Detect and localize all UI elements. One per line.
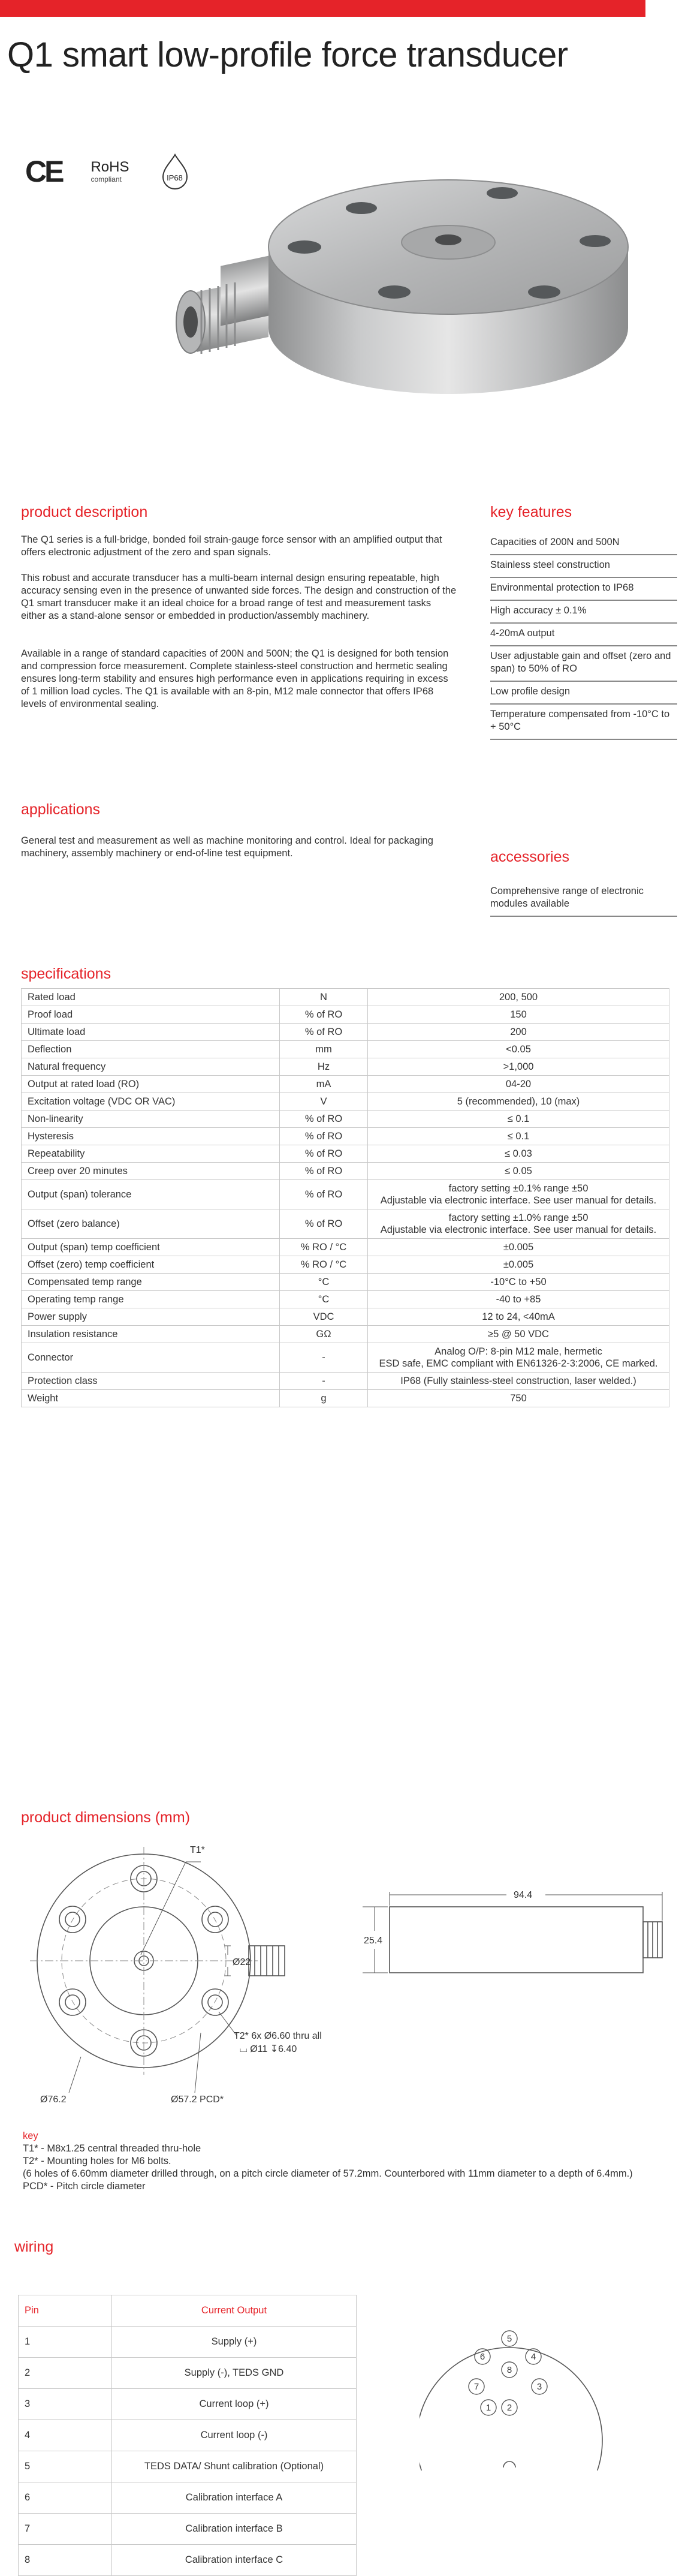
description-paragraph: The Q1 series is a full-bridge, bonded foil strain-gauge force sensor with an amplified output that offers electronic adjustment of the zero and span signals. — [21, 534, 442, 558]
wiring-heading: wiring — [14, 2238, 54, 2255]
spec-unit: N — [280, 989, 368, 1006]
pin-number: 1 — [19, 2327, 112, 2358]
spec-unit: - — [280, 1343, 368, 1373]
spec-value: ≤ 0.05 — [368, 1163, 669, 1180]
key-feature-item: Environmental protection to IP68 — [490, 578, 677, 601]
spec-parameter: Connector — [22, 1343, 280, 1373]
spec-value: >1,000 — [368, 1058, 669, 1076]
spec-value: 12 to 24, <40mA — [368, 1308, 669, 1326]
accessory-item: Comprehensive range of electronic modules available — [490, 881, 677, 917]
key-features-heading: key features — [490, 504, 572, 520]
spec-parameter: Proof load — [22, 1006, 280, 1024]
mounting-hole — [59, 1906, 86, 1933]
spec-unit: mm — [280, 1041, 368, 1058]
spec-row — [22, 1145, 669, 1163]
spec-parameter: Ultimate load — [22, 1024, 280, 1041]
spec-parameter: Weight — [22, 1390, 280, 1407]
spec-value: factory setting ±1.0% range ±50 Adjustable via electronic interface. See user manual for details. — [368, 1209, 669, 1239]
spec-value: factory setting ±0.1% range ±50 Adjustable via electronic interface. See user manual for details. — [368, 1180, 669, 1209]
spec-row — [22, 1239, 669, 1256]
wiring-row — [19, 2482, 357, 2514]
ip68-drop-icon: IP68 — [158, 153, 192, 190]
length-label: 94.4 — [514, 1890, 533, 1900]
spec-parameter: Offset (zero) temp coefficient — [22, 1256, 280, 1274]
spec-unit: % of RO — [280, 1128, 368, 1145]
pin-function: Supply (-), TEDS GND — [112, 2358, 357, 2389]
spec-value: 200, 500 — [368, 989, 669, 1006]
spec-value: Analog O/P: 8-pin M12 male, hermetic ESD safe, EMC compliant with EN61326-2-3:2006, CE marked. — [368, 1343, 669, 1373]
spec-value: IP68 (Fully stainless-steel construction, laser welded.) — [368, 1373, 669, 1390]
spec-unit: % of RO — [280, 1024, 368, 1041]
connector-pin-label: 6 — [479, 2352, 485, 2362]
pin-number: 8 — [19, 2545, 112, 2576]
output-column-header: Current Output — [112, 2295, 357, 2327]
spec-unit: % of RO — [280, 1180, 368, 1209]
spec-unit: GΩ — [280, 1326, 368, 1343]
spec-row — [22, 1163, 669, 1180]
wiring-row — [19, 2358, 357, 2389]
connector-pin-label: 1 — [485, 2403, 491, 2413]
pin-function: Current loop (+) — [112, 2389, 357, 2420]
spec-parameter: Non-linearity — [22, 1111, 280, 1128]
wiring-row — [19, 2451, 357, 2482]
spec-unit: mA — [280, 1076, 368, 1093]
key-feature-item: Temperature compensated from -10°C to + 50°C — [490, 705, 677, 740]
dimensions-key — [23, 2130, 676, 2193]
wiring-row — [19, 2327, 357, 2358]
pin-number: 3 — [19, 2389, 112, 2420]
spec-value: 5 (recommended), 10 (max) — [368, 1093, 669, 1111]
applications-text: General test and measurement as well as machine monitoring and control. Ideal for packaging machinery, assembly machinery or end-of-line test equipment. — [21, 835, 433, 859]
rohs-mark: RoHS compliant — [90, 159, 129, 183]
spec-row — [22, 1180, 669, 1209]
wiring-header-row — [19, 2295, 357, 2327]
key-line: T2* - Mounting holes for M6 bolts. — [23, 2156, 171, 2166]
spec-row — [22, 1128, 669, 1145]
spec-parameter: Excitation voltage (VDC OR VAC) — [22, 1093, 280, 1111]
wiring-table — [18, 2295, 357, 2576]
spec-row — [22, 1274, 669, 1291]
spec-value: 150 — [368, 1006, 669, 1024]
spec-unit: - — [280, 1373, 368, 1390]
specifications-heading: specifications — [21, 965, 111, 982]
spec-value: 04-20 — [368, 1076, 669, 1093]
wiring-row — [19, 2420, 357, 2451]
spec-unit: % of RO — [280, 1111, 368, 1128]
pin-function: Calibration interface B — [112, 2514, 357, 2545]
spec-row — [22, 1024, 669, 1041]
mounting-hole — [59, 1989, 86, 2015]
accessories-heading: accessories — [490, 848, 569, 865]
pin-number: 7 — [19, 2514, 112, 2545]
spec-value: ±0.005 — [368, 1256, 669, 1274]
spec-value: ≤ 0.1 — [368, 1128, 669, 1145]
spec-row — [22, 1373, 669, 1390]
key-feature-item: User adjustable gain and offset (zero and span) to 50% of RO — [490, 646, 677, 682]
spec-parameter: Offset (zero balance) — [22, 1209, 280, 1239]
spec-unit: g — [280, 1390, 368, 1407]
connector-pin-label: 2 — [506, 2403, 512, 2413]
accessories-list — [490, 881, 677, 917]
spec-parameter: Compensated temp range — [22, 1274, 280, 1291]
key-feature-item: Low profile design — [490, 682, 677, 705]
spec-row — [22, 1291, 669, 1308]
spec-value: -10°C to +50 — [368, 1274, 669, 1291]
spec-parameter: Protection class — [22, 1373, 280, 1390]
spec-parameter: Output (span) tolerance — [22, 1180, 280, 1209]
spec-parameter: Repeatability — [22, 1145, 280, 1163]
connector-pin-label: 4 — [530, 2352, 536, 2362]
spec-row — [22, 1390, 669, 1407]
connector-diameter-label: Ø22 — [233, 1957, 251, 1967]
mounting-hole — [202, 1906, 228, 1933]
spec-parameter: Insulation resistance — [22, 1326, 280, 1343]
spec-row — [22, 1006, 669, 1024]
pin-number: 4 — [19, 2420, 112, 2451]
mounting-hole — [202, 1989, 228, 2015]
spec-unit: VDC — [280, 1308, 368, 1326]
spec-unit: % of RO — [280, 1006, 368, 1024]
key-feature-item: Capacities of 200N and 500N — [490, 532, 677, 555]
description-paragraph: This robust and accurate transducer has a multi-beam internal design ensuring repeatable, high accuracy sensing even in the presence of unwanted side forces. The design and construction of the Q1 smart transducer make it an ideal choice for a broad range of test and measurement tasks either as a stand-alone sensor or embedded in production/assembly machinery. — [21, 573, 457, 621]
spec-unit: % RO / °C — [280, 1256, 368, 1274]
spec-value: -40 to +85 — [368, 1291, 669, 1308]
ce-mark: CE — [25, 155, 62, 188]
pin-number: 5 — [19, 2451, 112, 2482]
spec-row — [22, 1209, 669, 1239]
pin-column-header: Pin — [19, 2295, 112, 2327]
spec-parameter: Output (span) temp coefficient — [22, 1239, 280, 1256]
spec-parameter: Deflection — [22, 1041, 280, 1058]
spec-value: <0.05 — [368, 1041, 669, 1058]
connector-pin-label: 7 — [473, 2382, 479, 2392]
spec-value: ±0.005 — [368, 1239, 669, 1256]
spec-row — [22, 1093, 669, 1111]
pin-number: 2 — [19, 2358, 112, 2389]
product-photo — [155, 157, 646, 439]
spec-parameter: Hysteresis — [22, 1128, 280, 1145]
spec-unit: % of RO — [280, 1163, 368, 1180]
spec-unit: °C — [280, 1291, 368, 1308]
pin-function: Calibration interface A — [112, 2482, 357, 2514]
spec-value: 750 — [368, 1390, 669, 1407]
key-line: (6 holes of 6.60mm diameter drilled through, on a pitch circle diameter of 57.2mm. Counterbored with 11mm diameter to a depth of 6.4mm.) — [23, 2168, 633, 2179]
key-heading: key — [23, 2130, 38, 2141]
t2-label: T2* 6x Ø6.60 thru all — [234, 2031, 322, 2041]
pin-function: Calibration interface C — [112, 2545, 357, 2576]
key-feature-item: High accuracy ± 0.1% — [490, 601, 677, 624]
product-description-heading: product description — [21, 504, 148, 520]
t1-label: T1* — [190, 1845, 205, 1855]
pin-function: Current loop (-) — [112, 2420, 357, 2451]
applications-heading: applications — [21, 801, 101, 818]
pin-function: TEDS DATA/ Shunt calibration (Optional) — [112, 2451, 357, 2482]
spec-unit: Hz — [280, 1058, 368, 1076]
spec-parameter: Operating temp range — [22, 1291, 280, 1308]
connector-pin-label: 3 — [536, 2382, 542, 2392]
key-feature-item: Stainless steel construction — [490, 555, 677, 578]
height-label: 25.4 — [364, 1936, 383, 1946]
spec-row — [22, 1076, 669, 1093]
key-features-list — [490, 532, 677, 740]
page-title: Q1 smart low-profile force transducer — [7, 35, 568, 74]
spec-value: ≤ 0.03 — [368, 1145, 669, 1163]
pin-function: Supply (+) — [112, 2327, 357, 2358]
connector-key-notch — [503, 2461, 515, 2467]
pin-number: 6 — [19, 2482, 112, 2514]
spec-unit: °C — [280, 1274, 368, 1291]
spec-row — [22, 1058, 669, 1076]
wiring-row — [19, 2514, 357, 2545]
connector-pin-label: 5 — [506, 2334, 512, 2344]
spec-unit: % of RO — [280, 1209, 368, 1239]
side-view-body — [390, 1907, 643, 1973]
wiring-row — [19, 2389, 357, 2420]
key-line: T1* - M8x1.25 central threaded thru-hole — [23, 2143, 201, 2154]
spec-value: 200 — [368, 1024, 669, 1041]
spec-row — [22, 1326, 669, 1343]
spec-row — [22, 1041, 669, 1058]
spec-value: ≥5 @ 50 VDC — [368, 1326, 669, 1343]
spec-row — [22, 1343, 669, 1373]
pcd-label: Ø57.2 PCD* — [171, 2094, 224, 2105]
wiring-row — [19, 2545, 357, 2576]
spec-parameter: Output at rated load (RO) — [22, 1076, 280, 1093]
spec-row — [22, 1256, 669, 1274]
t2-counterbore-label: ⌴ Ø11 ↧6.40 — [240, 2044, 297, 2054]
spec-row — [22, 1308, 669, 1326]
spec-unit: % RO / °C — [280, 1239, 368, 1256]
dimensions-drawing — [21, 1835, 686, 2111]
dimensions-heading: product dimensions (mm) — [21, 1809, 191, 1826]
spec-row — [22, 989, 669, 1006]
spec-value: ≤ 0.1 — [368, 1111, 669, 1128]
spec-unit: V — [280, 1093, 368, 1111]
connector-pin-label: 8 — [506, 2365, 512, 2375]
specifications-table — [21, 988, 669, 1407]
outer-diameter-label: Ø76.2 — [40, 2094, 67, 2105]
spec-unit: % of RO — [280, 1145, 368, 1163]
key-line: PCD* - Pitch circle diameter — [23, 2181, 146, 2192]
key-feature-item: 4-20mA output — [490, 624, 677, 646]
spec-parameter: Power supply — [22, 1308, 280, 1326]
spec-parameter: Rated load — [22, 989, 280, 1006]
spec-parameter: Natural frequency — [22, 1058, 280, 1076]
description-paragraph: Available in a range of standard capacities of 200N and 500N; the Q1 is designed for both tension and compression force measurement. Complete stainless-steel construction and hermetic sealing ensures long-term stability and ensures high performance even in applications requiring in excess of 1 million load cycles. The Q1 is available with an 8-pin, M12 male connector that offers IP68 levels of environmental sealing. — [21, 648, 449, 709]
connector-pinout-diagram — [420, 2327, 623, 2470]
spec-row — [22, 1111, 669, 1128]
top-accent-bar — [0, 0, 645, 17]
spec-parameter: Creep over 20 minutes — [22, 1163, 280, 1180]
